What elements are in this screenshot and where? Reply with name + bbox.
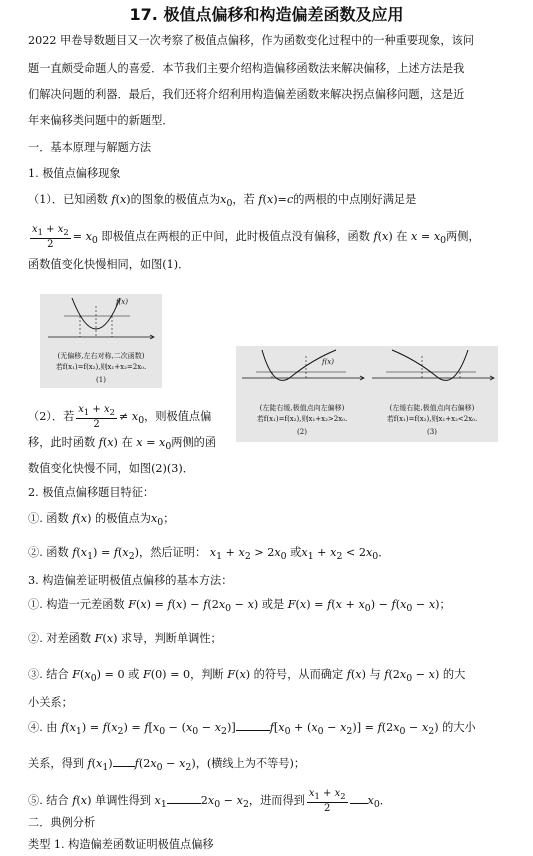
step-3-cont: 小关系； [28, 696, 73, 709]
para1-line-2: $\frac{x_1 + x_2}{2}$ = $x_0$ 即极值点在两根的正中间，此时极值点没有偏移，函数 f(x) 在 $x = x_0$两侧， [32, 224, 480, 250]
figure-2-3 [236, 346, 498, 442]
blank [350, 793, 368, 804]
step-3: ③. 结合 $F(x_0) = 0$ 或 F(0) = 0，判断 F(x) 的符号，从而确定 f(x) 与 $f(2x_0 - x)$ 的大 [28, 668, 466, 685]
fx-label: f(x) [321, 358, 335, 366]
intro-line-3: 们解决问题的利器．最后，我们还将介绍利用构造偏差函数来解决拐点偏移问题，这是近 [28, 88, 465, 101]
para2-line-1: （2）．若 $\frac{x_1 + x_2}{2}$ ≠ $x_0$，则极值点偏 [28, 404, 212, 430]
subheading-2: 2. 极值点偏移题目特征： [28, 486, 155, 499]
step-5: ⑤. 结合 f(x) 单调性得到 $x_1$ $2x_0 - x_2$，进而得到 $\frac{x_1 + x_2}{2}$ $x_0$． [28, 788, 391, 814]
subheading-1: 1. 极值点偏移现象 [28, 167, 121, 180]
blank [113, 756, 135, 767]
fraction: $\frac{x_1 + x_2}{2}$ [32, 224, 69, 250]
feature-1: ①. 函数 f(x) 的极值点为$x_0$； [28, 512, 175, 529]
step-4: ④. 由 $f(x_1) = f(x_2) = f[x_0 - (x_0 - x_2)] f[x_0 + (x_0 - x_2)] = f(2x_0 - x_2)$ 的大小 [28, 721, 476, 738]
para1-line-3: 函数值变化快慢相同，如图(1)． [28, 258, 190, 271]
section-heading-2: 二．典例分析 [28, 816, 96, 829]
intro-line-4: 年来偏移类问题中的新题型． [28, 114, 174, 127]
para2-line-2: 移，此时函数 f(x) 在 $x = x_0$两侧的函 [28, 436, 217, 453]
feature-2: ②. 函数 $f(x_1) = f(x_2)$，然后证明： $x_1 + x_2 > 2x_0$ 或$x_1 + x_2 < 2x_0$． [28, 546, 390, 563]
para1-line-1: （1）．已知函数 f(x)的图象的极值点为$x_0$，若 f(x)=c的两根的中点刚好满足是 [28, 193, 417, 210]
figure-label: (1) [96, 376, 106, 384]
figure-1 [40, 294, 162, 388]
fraction: $\frac{x_1 + x_2}{2}$ [308, 788, 346, 814]
figure-caption-1: (左缓右陡,极值点向右偏移) [389, 404, 475, 412]
intro-line-1: 2022 甲卷导数题目又一次考察了极值点偏移，作为函数变化过程中的一种重要现象，该问 [28, 34, 474, 47]
blank [167, 793, 201, 804]
figure-label: (2) [297, 428, 307, 436]
figure-caption-1: (左陡右缓,极值点向左偏移) [259, 404, 345, 412]
step-4-cont: 关系，得到 $f(x_1) f(2x_0 - x_2)$，(横线上为不等号)； [28, 757, 306, 774]
fraction: $\frac{x_1 + x_2}{2}$ [78, 404, 115, 430]
figure-caption-2: 若f(x₁)=f(x₂),则x₁+x₂>2x₀. [256, 415, 348, 423]
para2-line-3: 数值变化快慢不同，如图(2)(3)． [28, 462, 194, 475]
subheading-3: 3. 构造偏差证明极值点偏移的基本方法： [28, 574, 233, 587]
section-heading-1: 一．基本原理与解题方法 [28, 141, 152, 154]
step-2: ②. 对差函数 F(x) 求导，判断单调性； [28, 632, 222, 645]
type-heading-1: 类型 1. 构造偏差函数证明极值点偏移 [28, 838, 214, 851]
figure-caption-2: 若f(x₁)=f(x₂),则x₁+x₂<2x₀. [386, 415, 478, 423]
intro-line-2: 题一直颇受命题人的喜爱．本节我们主要介绍构造偏移函数法来解决偏移，上述方法是我 [28, 62, 465, 75]
step-1: ①. 构造一元差函数 $F(x) = f(x) - f(2x_0 - x)$ 或是 $F(x) = f(x + x_0) - f(x_0 - x)$； [28, 598, 451, 615]
blank [236, 720, 270, 731]
figure-label: (3) [427, 428, 437, 436]
figure-caption-1: (无偏移,左右对称,二次函数) [57, 352, 145, 360]
fx-label: f(x) [115, 298, 129, 306]
figure-caption-2: 若f(x₁)=f(x₂),则x₁+x₂=2x₀. [55, 363, 147, 371]
page-title: 17. 极值点偏移和构造偏差函数及应用 [129, 5, 404, 24]
